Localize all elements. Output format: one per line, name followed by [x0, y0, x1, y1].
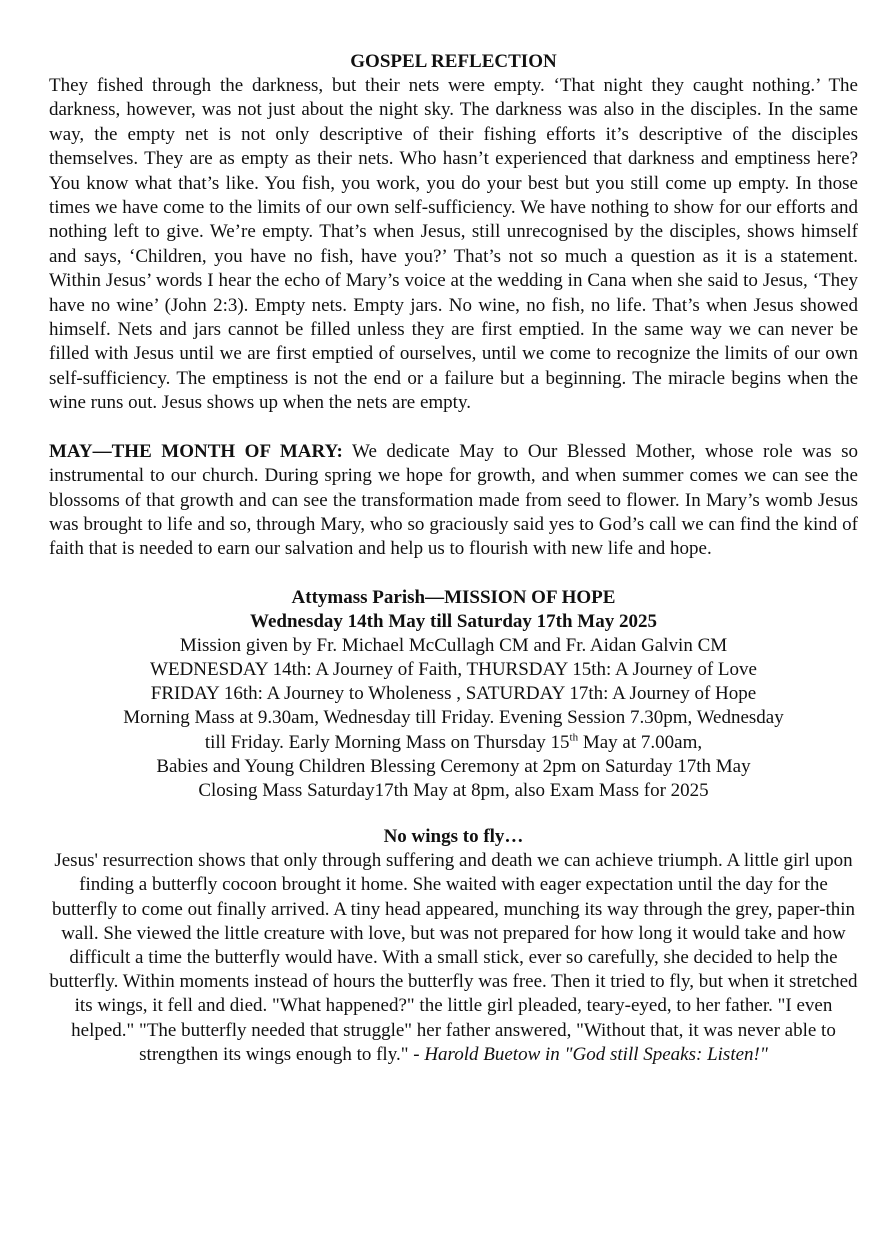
wings-title: No wings to fly… — [383, 826, 524, 848]
early-mass-text-b: May at 7.00am, — [578, 731, 703, 753]
mission-blessing: Babies and Young Children Blessing Ceremony at 2pm on Saturday 17th May — [156, 755, 751, 777]
wings-body — [49, 849, 858, 1067]
wings-attribution: Harold Buetow in "God still Speaks: Listen!" — [424, 1043, 768, 1065]
mission-given-by: Mission given by Fr. Michael McCullagh CM and Fr. Aidan Galvin CM — [179, 634, 728, 656]
may-section-title: MAY—THE MONTH OF MARY: — [49, 440, 343, 462]
mission-days-line-1: WEDNESDAY 14th: A Journey of Faith, THURSDAY 15th: A Journey of Love — [150, 658, 757, 680]
may-section — [49, 440, 858, 562]
gospel-reflection-body: They fished through the darkness, but their nets were empty. ‘That night they caught nothing.’ The darkness, however, was not just about the night sky. The darkness was also in the disciples. In the same way, the empty net is not only descriptive of their fishing efforts it’s descriptive of the disciples themselves. They are as empty as their nets. Who hasn’t experienced that darkness and emptiness here? You know what that’s like. You fish, you work, you do your best but you still come up empty. In those times we have come to the limits of our own self-sufficiency. We have nothing to show for our efforts and nothing left to give. We’re empty. That’s when Jesus, still unrecognised by the disciples, shows himself and says, ‘Children, you have no fish, have you?’ That’s not so much a question as it is a statement. Within Jesus’ words I hear the echo of Mary’s voice at the wedding in Cana when she said to Jesus, ‘They have no wine’ (John 2:3). Empty nets. Empty jars. No wine, no fish, no life. That’s when Jesus showed himself. Nets and jars cannot be filled unless they are first emptied. In the same way we can never be filled with Jesus until we are first emptied of ourselves, until we come to recognize the limits of our own self-sufficiency. The emptiness is not the end or a failure but a beginning. The miracle begins when the wine runs out. Jesus shows up when the nets are empty. — [49, 75, 858, 414]
early-mass-text-a: till Friday. Early Morning Mass on Thursday 15 — [204, 731, 570, 753]
early-mass-superscript: th — [569, 731, 579, 744]
wings-story: Jesus' resurrection shows that only through suffering and death we can achieve triumph. A little girl upon finding a butterfly cocoon brought it home. She waited with eager expectation until the day for the butterfly to come out finally arrived. A tiny head appeared, munching its way through the grey, paper-thin wall. She viewed the little creature with love, but was not prepared for how long it would take and how difficult a time the butterfly would have. With a small stick, ever so carefully, she decided to help the butterfly. Within moments instead of hours the butterfly was free. Then it tried to fly, but when it stretched its wings, it fell and died. "What happened?" the little girl pleaded, teary-eyed, to her father. "I even helped." "The butterfly needed that struggle" her father answered, "Without that, it was never able to strengthen its wings enough to fly." - — [49, 850, 858, 1065]
spacer — [49, 562, 858, 586]
mission-dates: Wednesday 14th May till Saturday 17th May 2025 — [250, 610, 657, 632]
spacer — [49, 803, 858, 825]
mission-mass-times: Morning Mass at 9.30am, Wednesday till Friday. Evening Session 7.30pm, Wednesday — [123, 707, 784, 729]
mission-early-mass — [49, 731, 858, 755]
may-section-body: We dedicate May to Our Blessed Mother, whose role was so instrumental to our church. During spring we hope for growth, and when summer comes we can see the blossoms of that growth and can see the transformation made from seed to flower. In Mary’s womb Jesus was brought to life and so, through Mary, who so graciously said yes to God’s call we can find the kind of faith that is needed to earn our salvation and help us to flourish with new life and hope. — [49, 440, 858, 560]
mission-days-line-2: FRIDAY 16th: A Journey to Wholeness , SATURDAY 17th: A Journey of Hope — [150, 683, 757, 705]
gospel-reflection-title: GOSPEL REFLECTION — [350, 51, 557, 72]
mission-closing: Closing Mass Saturday17th May at 8pm, also Exam Mass for 2025 — [198, 779, 709, 801]
mission-title: Attymass Parish—MISSION OF HOPE — [291, 586, 616, 608]
spacer — [49, 416, 858, 440]
